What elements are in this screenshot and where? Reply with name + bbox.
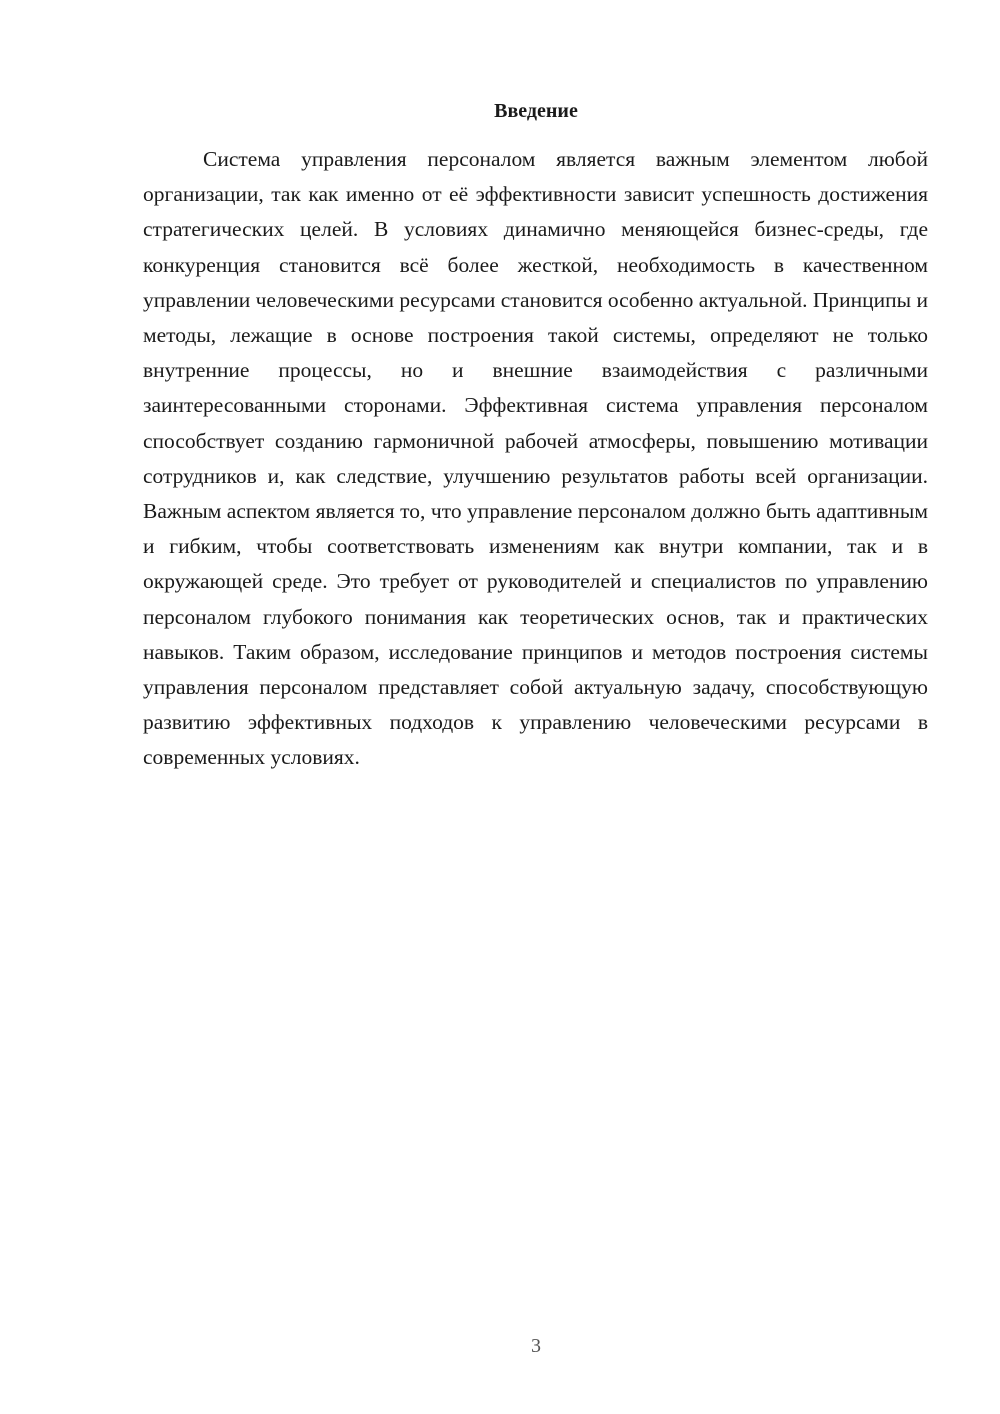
page-number: 3 bbox=[531, 1335, 541, 1357]
section-heading: Введение bbox=[494, 100, 578, 122]
introduction-paragraph: Система управления персоналом является важным элементом любой организации, так как именно от её эффективности зависит успешность достижения стратегических целей. В условиях динамично меняющейся бизнес-среды, где конкуренция становится всё более жесткой, необходимость в качественном управлении человеческими ресурсами становится особенно актуальной. Принципы и методы, лежащие в основе построения такой системы, определяют не только внутренние процессы, но и внешние взаимодействия с различными заинтересованными сторонами. Эффективная система управления персоналом способствует созданию гармоничной рабочей атмосферы, повышению мотивации сотрудников и, как следствие, улучшению результатов работы всей организации. Важным аспектом является то, что управление персоналом должно быть адаптивным и гибким, чтобы соответствовать изменениям как внутри компании, так и в окружающей среде. Это требует от руководителей и специалистов по управлению персоналом глубокого понимания как теоретических основ, так и практических навыков. Таким образом, исследование принципов и методов построения системы управления персоналом представляет собой актуальную задачу, способствующую развитию эффективных подходов к управлению человеческими ресурсами в современных условиях. bbox=[143, 147, 928, 770]
